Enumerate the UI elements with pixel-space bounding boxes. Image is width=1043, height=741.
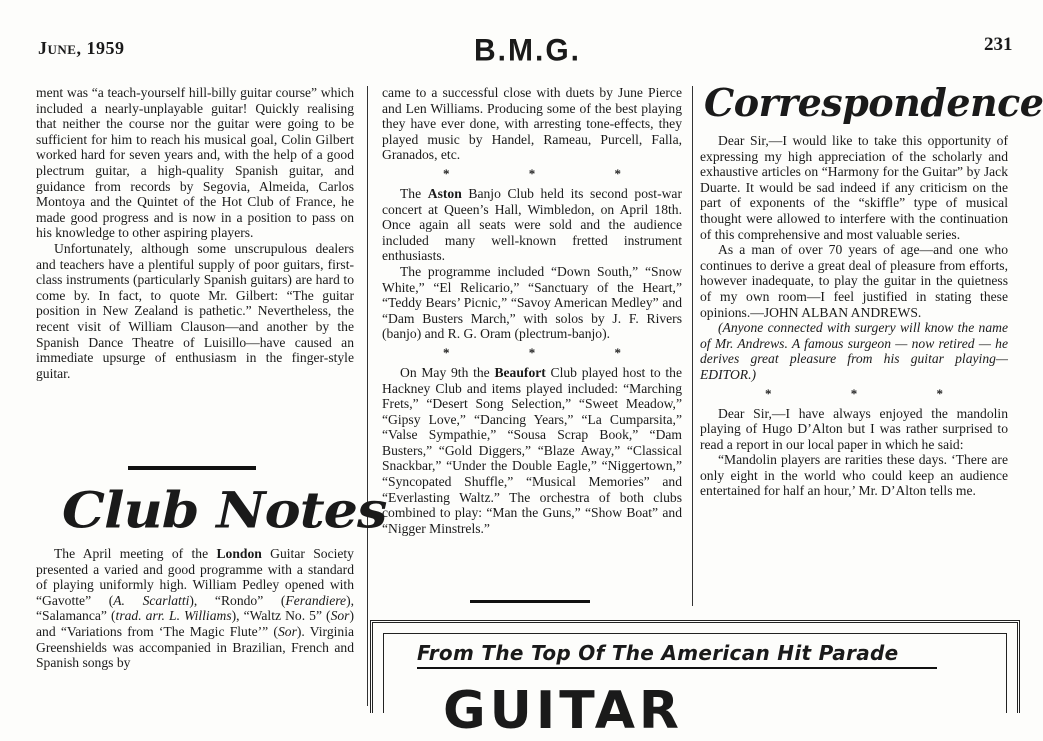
section-separator: * * *: [443, 344, 659, 360]
letter-paragraph: Dear Sir,—I have always enjoyed the mandolin playing of Hugo D’Alton but I was rather surprised to read a report in our local paper in which he said:: [700, 405, 1008, 452]
club-notes-paragraph: The April meeting of the London Guitar Society presented a varied and good programme with a standard of playing uniformly high. William Pedley opened with “Gavotte” (A. Scarlatti), “Rondo” (Ferandiere), “Salamanca” (trad. arr. L. Williams), “Waltz No. 5” (Sor) and “Variations from ‘The Magic Flute’” (Sor). Virginia Greenshields was accompanied in Brazilian, French and Spanish songs by: [36, 546, 355, 671]
issue-date: June, 1959: [38, 38, 125, 58]
club-name-beaufort: Beaufort: [494, 364, 546, 380]
masthead: B.M.G.: [474, 33, 581, 68]
article-paragraph: Unfortunately, although some unscrupulous dealers and teachers have a plentiful supply of poor guitars, first-class instruments (particularly Spanish guitars) are hard to come by. In fact, to quote Mr. Gilbert: “The guitar position in New Zealand is pathetic.” Nevertheless, the recent visit of William Clauson—and another by the Spanish Dance Theatre of Luisillo—have caused an immediate upsurge of enthusiasm in the finger-style guitar.: [36, 240, 354, 381]
club-notes-paragraph: On May 9th the Beaufort Club played host to the Hackney Club and items played included: “Marching Frets,” “Desert Song Selection,” “Sweet Meadow,” “Gipsy Love,” “Dancing Years,” “La Cumparsita,” “Valse Sympathie,” “Sousa Scrap Book,” “Dam Busters,” “Gold Diggers,” “Blaze Away,” “Classical Snackbar,” “Under the Double Eagle,” “Niggertown,” “Syncopated Shuffle,” “Musical Memories” and “Everlasting Waltz.” The orchestra of both clubs combined to play: “Man the Guns,” “Show Boat” and “Nigger Minstrels.”: [382, 364, 682, 536]
club-notes-paragraph: The Aston Banjo Club held its second post-war concert at Queen’s Hall, Wimbledon, on April 18th. Once again all seats were sold and the audience included many well-known fretted instrument enthusiasts.: [382, 185, 682, 264]
letter-paragraph: As a man of over 70 years of age—and one who continues to derive a great deal of pleasure from efforts, however inadequate, to play the guitar in the quietness of my own room—I feel justified in stating these opinions.—JOHN ALBAN ANDREWS.: [700, 242, 1008, 320]
advertisement-headline: From The Top Of The American Hit Parade: [417, 641, 899, 665]
club-notes-paragraph: came to a successful close with duets by June Pierce and Len Williams. Producing some of the best playing they have ever done, with arresting tone-effects, they played music by Handel, Rameau, Purcell, Falla, Granados, etc.: [382, 85, 682, 163]
club-name-london: London: [216, 546, 262, 561]
column-3-correspondence: [700, 133, 1008, 499]
club-notes-paragraph: The programme included “Down South,” “Snow White,” “El Relicario,” “Sanctuary of the Heart,” “Teddy Bears’ Picnic,” “Savoy American Medley” and “Dam Busters March,” with solos by J. F. Rivers (banjo) and R. G. Oram (plectrum-banjo).: [382, 263, 682, 342]
advertisement-box: [370, 620, 1020, 741]
club-name-aston: Aston: [427, 185, 462, 201]
correspondence-heading: Correspondence: [704, 80, 1043, 125]
section-rule: [470, 600, 590, 603]
advertisement-underline: [417, 667, 937, 669]
letter-paragraph: Dear Sir,—I would like to take this opportunity of expressing my high appreciation of the scholarly and exhaustive articles on “Harmony for the Guitar” by Jack Duarte. It would be sad indeed if any criticism on the part of exponents of the “skiffle” type of musical thought were allowed to interfere with the continuation of this comprehensive and most valuable series.: [700, 133, 1008, 242]
page-number: 231: [984, 34, 1013, 55]
section-separator: * * *: [765, 385, 981, 401]
advertisement-product-name: GUITAR: [443, 681, 683, 741]
column-2-club-notes: [382, 85, 682, 536]
column-divider-right: [692, 86, 693, 606]
article-paragraph: ment was “a teach-yourself hill-billy guitar course” which included a nearly-unplayable guitar! Quickly realising that neither the course nor the guitar were going to be sufficient for him to reach his musical goal, Colin Gilbert worked hard for seven years and, with the help of a good plectrum guitar, a high-quality Spanish guitar, and guidance from records by Segovia, Almeida, Carlos Montoya and the Quintet of the Hot Club of France, he made good progress and is now in a position to pass on his knowledge to other aspiring players.: [36, 85, 354, 241]
club-notes-heading: Club Notes: [62, 480, 387, 540]
letter-paragraph: “Mandolin players are rarities these days. ‘There are only eight in the world who could keep an audience entertained for half an hour,’ Mr. D’Alton tells me.: [700, 452, 1008, 499]
column-divider-left: [367, 86, 368, 706]
section-separator: * * *: [443, 165, 659, 181]
section-rule: [128, 466, 256, 470]
club-notes-body: [36, 546, 354, 671]
editor-note: (Anyone connected with surgery will know the name of Mr. Andrews. A famous surgeon — now retired — he derives great pleasure from his guitar playing—EDITOR.): [700, 320, 1008, 382]
column-1-article: [36, 85, 354, 381]
